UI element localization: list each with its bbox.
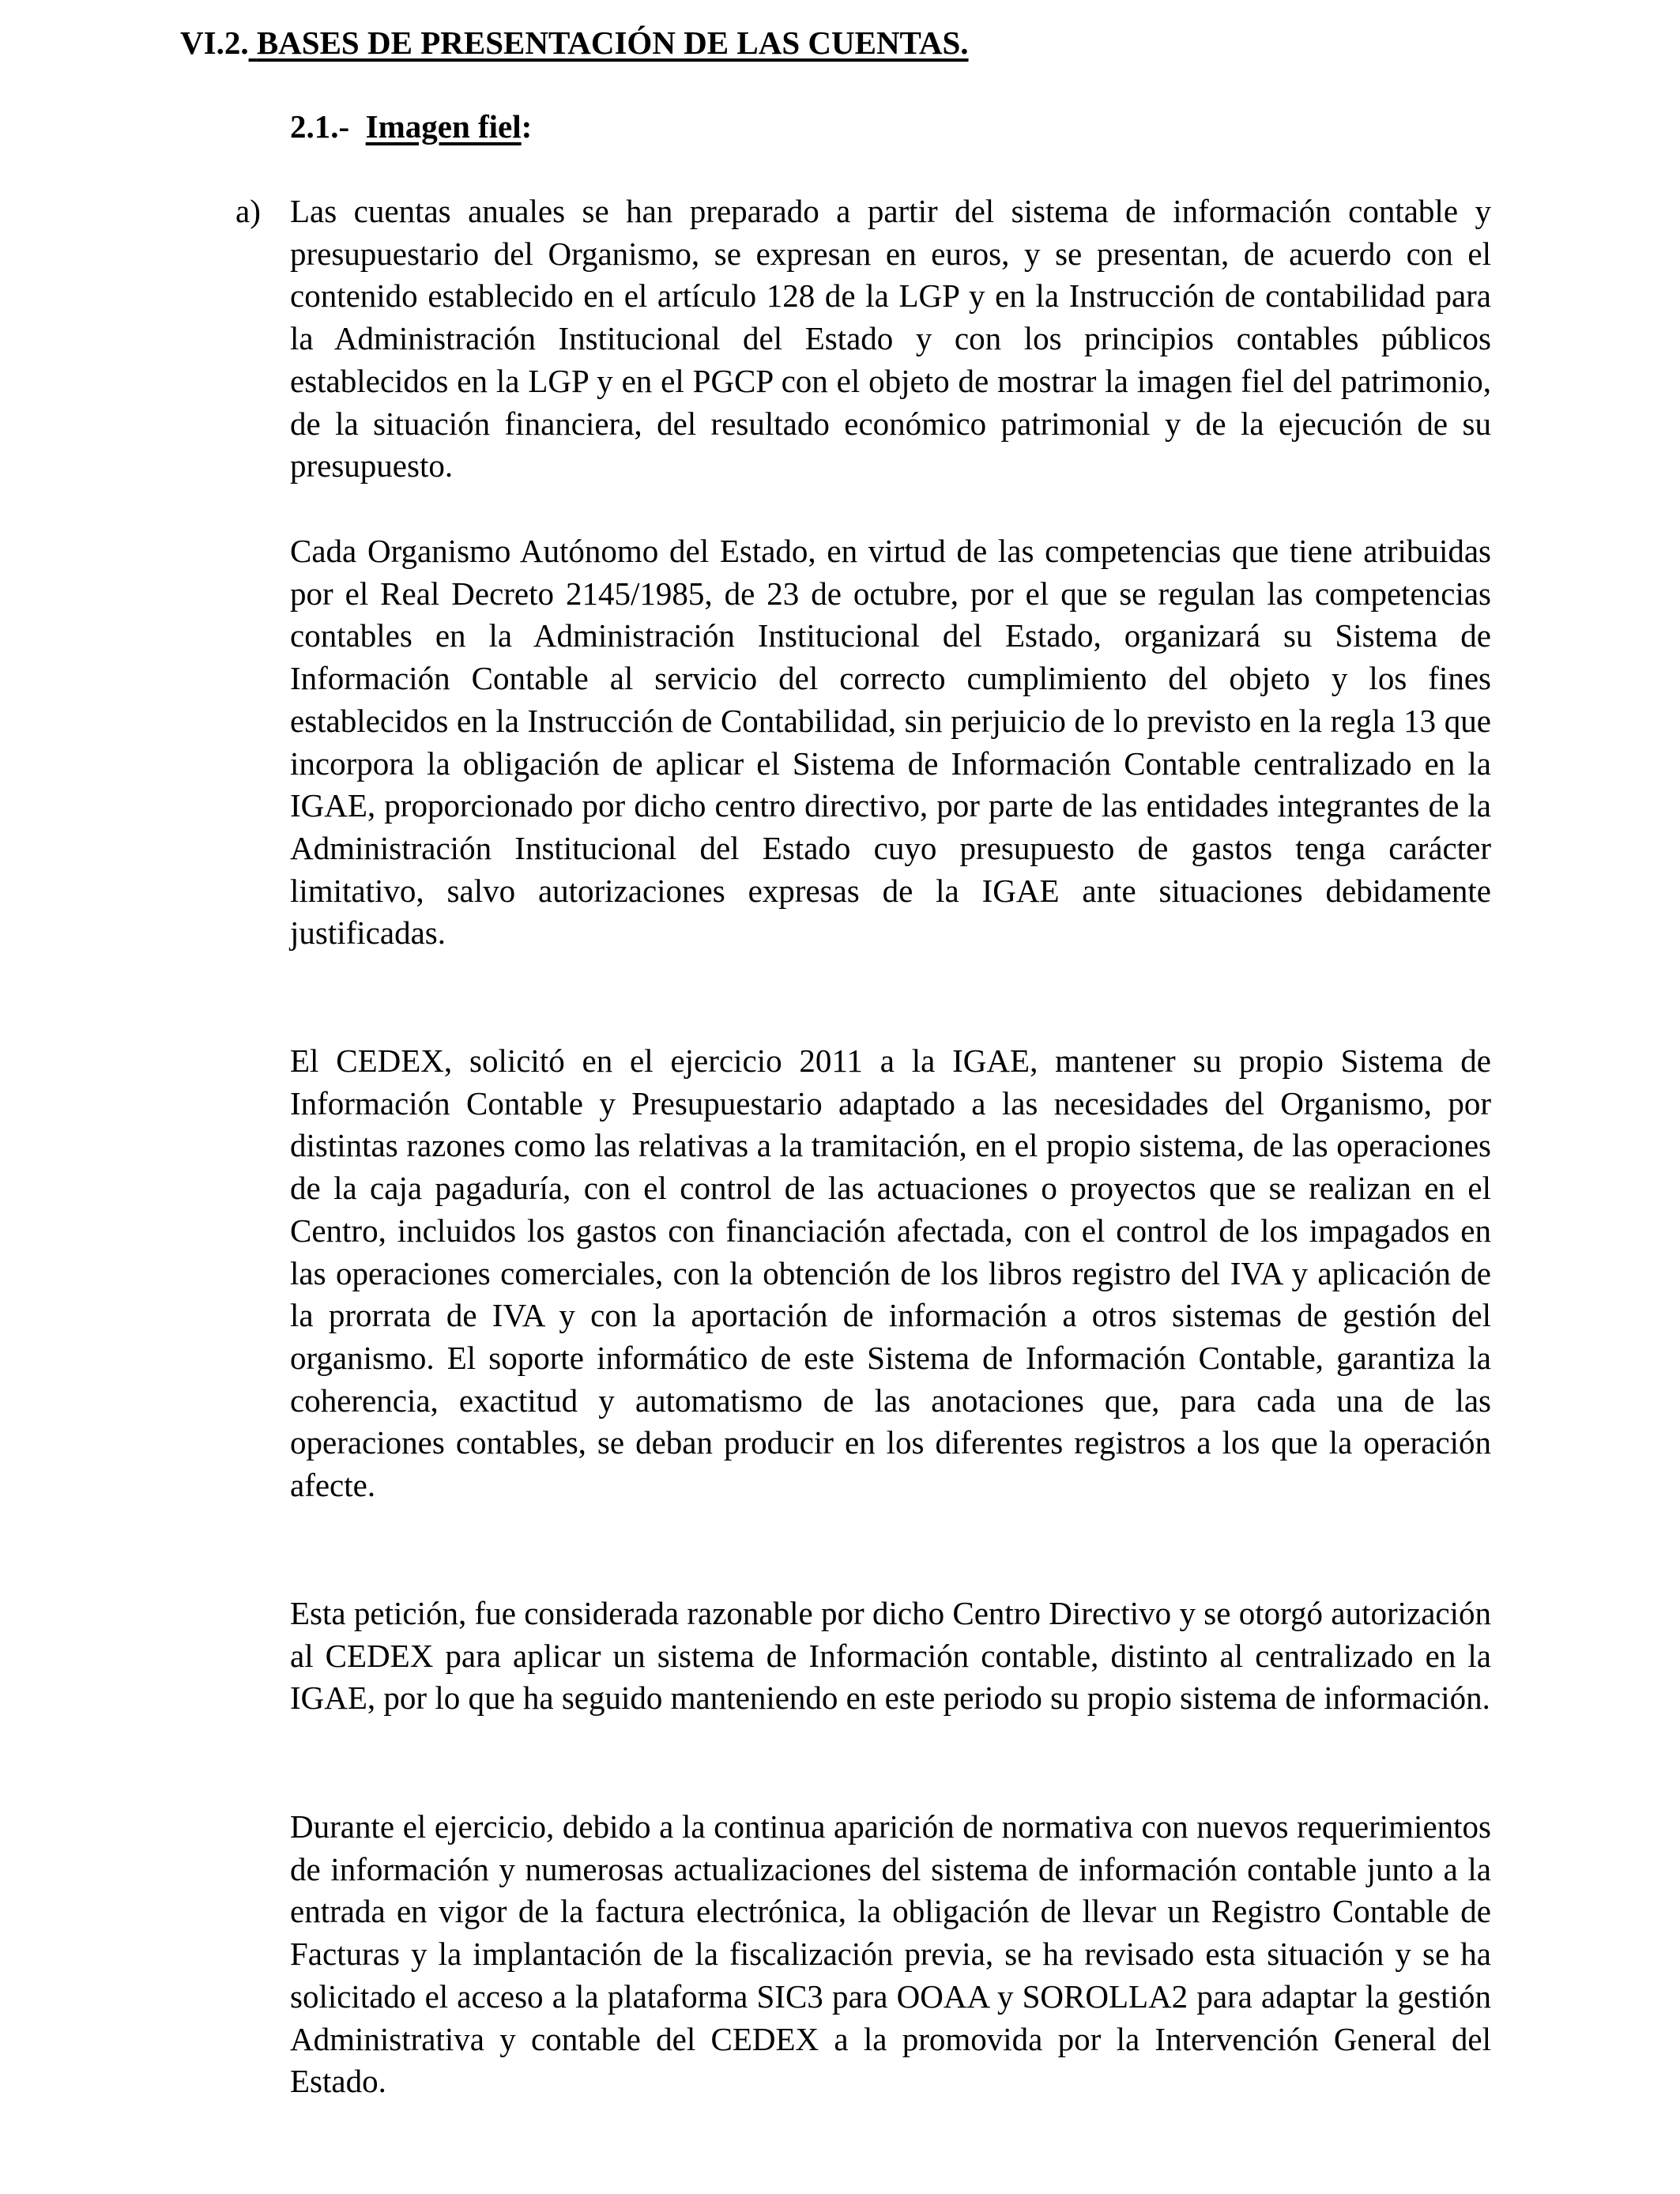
subsection-heading [290, 103, 532, 150]
paragraph-1: Las cuentas anuales se han preparado a partir del sistema de información contable y presupuestario del Organismo, se expresan en euros, y se presentan, de acuerdo con el contenido establecido en el artículo 128 de la LGP y en la Instrucción de contabilidad para la Administración Institucional del Estado y con los principios contables públicos establecidos en la LGP y en el PGCP con el objeto de mostrar la imagen fiel del patrimonio, de la situación financiera, del resultado económico patrimonial y de la ejecución de su presupuesto. [290, 193, 1491, 484]
paragraph-5: Durante el ejercicio, debido a la continua aparición de normativa con nuevos requerimientos de información y numerosas actualizaciones del sistema de información contable junto a la entrada en vigor de la factura electrónica, la obligación de llevar un Registro Contable de Facturas y la implantación de la fiscalización previa, se ha revisado esta situación y se ha solicitado el acceso a la plataforma SIC3 para OOAA y SOROLLA2 para adaptar la gestión Administrativa y contable del CEDEX a la promovida por la Intervención General del Estado. [290, 1808, 1491, 2100]
paragraph-3: El CEDEX, solicitó en el ejercicio 2011 a la IGAE, mantener su propio Sistema de Información Contable y Presupuestario adaptado a las necesidades del Organismo, por distintas razones como las relativas a la tramitación, en el propio sistema, de las operaciones de la caja pagaduría, con el control de las actuaciones o proyectos que se realizan en el Centro, incluidos los gastos con financiación afectada, con el control de los impagados en las operaciones comerciales, con la obtención de los libros registro del IVA y aplicación de la prorrata de IVA y con la aportación de información a otros sistemas de gestión del organismo. El soporte informático de este Sistema de Información Contable, garantiza la coherencia, exactitud y automatismo de las anotaciones que, para cada una de las operaciones contables, se deban producir en los diferentes registros a los que la operación afecte. [290, 1042, 1491, 1504]
section-number: VI.2. [180, 25, 249, 61]
subsection-number: 2.1.- [290, 108, 350, 145]
subsection-suffix: : [521, 108, 533, 145]
paragraph-4: Esta petición, fue considerada razonable por dicho Centro Directivo y se otorgó autorización al CEDEX para aplicar un sistema de Información contable, distinto al centralizado en la IGAE, por lo que ha seguido manteniendo en este periodo su propio sistema de información. [290, 1595, 1491, 1717]
paragraph-2: Cada Organismo Autónomo del Estado, en virtud de las competencias que tiene atribuidas por el Real Decreto 2145/1985, de 23 de octubre, por el que se regulan las competencias contables en la Administración Institucional del Estado, organizará su Sistema de Información Contable al servicio del correcto cumplimiento del objeto y los fines establecidos en la Instrucción de Contabilidad, sin perjuicio de lo previsto en la regla 13 que incorpora la obligación de aplicar el Sistema de Información Contable centralizado en la IGAE, proporcionado por dicho centro directivo, por parte de las entidades integrantes de la Administración Institucional del Estado cuyo presupuesto de gastos tenga carácter limitativo, salvo autorizaciones expresas de la IGAE ante situaciones debidamente justificadas. [290, 533, 1491, 952]
section-title: BASES DE PRESENTACIÓN DE LAS CUENTAS. [256, 25, 969, 61]
list-marker: a) [235, 193, 261, 229]
subsection-title: Imagen fiel [365, 108, 522, 145]
section-heading [180, 19, 969, 66]
